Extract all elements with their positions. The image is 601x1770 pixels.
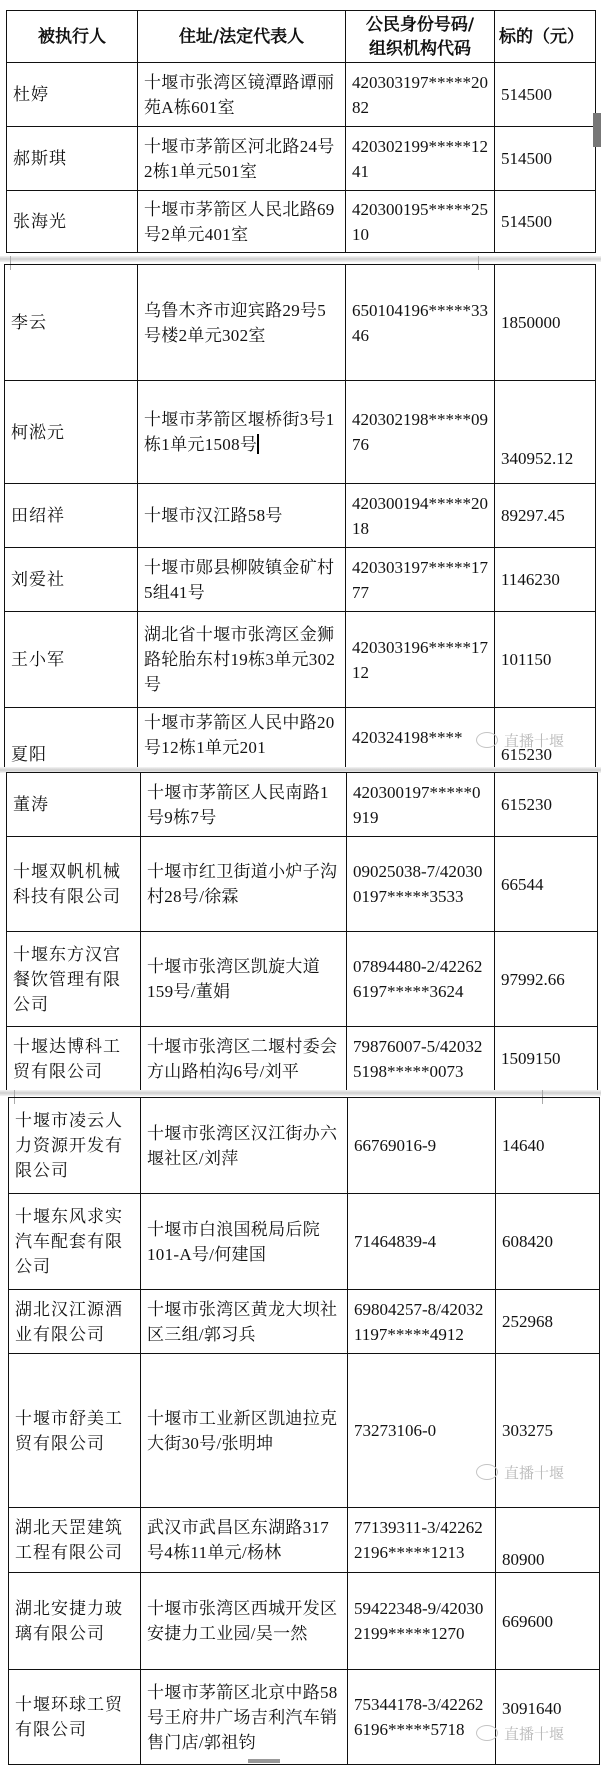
- cell-id: 09025038-7/420300197*****3533: [347, 837, 495, 932]
- cell-id: 77139311-3/422622196*****1213: [348, 1508, 496, 1573]
- header-amount: 标的（元）: [495, 11, 596, 63]
- cell-address: 十堰市张湾区西城开发区安捷力工业园/吴一然: [141, 1573, 348, 1670]
- table-row: [9, 1508, 600, 1573]
- cell-id: 07894480-2/422626197*****3624: [347, 932, 495, 1027]
- cell-id: 650104196*****3346: [346, 265, 495, 381]
- table-header-row: [7, 11, 596, 63]
- cell-amount: 1850000: [495, 265, 596, 381]
- table-row: [5, 548, 596, 612]
- cell-amount: 615230: [495, 773, 598, 837]
- cell-amount: 89297.45: [495, 484, 596, 548]
- cell-name: 十堰市舒美工贸有限公司: [9, 1354, 141, 1508]
- cell-address: 十堰市张湾区黄龙大坝社区三组/郭习兵: [141, 1290, 348, 1354]
- table-row: [7, 1027, 598, 1091]
- cell-amount: 514500: [495, 191, 596, 253]
- table-row: [5, 612, 596, 708]
- cell-name: 柯淞元: [5, 381, 138, 484]
- cell-amount: 340952.12: [495, 381, 596, 484]
- page-bottom-marker: [248, 1759, 280, 1763]
- table-row: [7, 837, 598, 932]
- cell-name: 十堰东方汉宫餐饮管理有限公司: [7, 932, 141, 1027]
- cell-amount: 14640: [496, 1098, 600, 1194]
- cell-name: 夏阳: [5, 708, 138, 768]
- cell-amount: 252968: [496, 1290, 600, 1354]
- cell-amount: 669600: [496, 1573, 600, 1670]
- cell-address: 十堰市茅箭区堰桥街3号1栋1单元1508号: [138, 381, 346, 484]
- cell-address: 十堰市张湾区镜潭路谭丽苑A栋601室: [138, 63, 346, 127]
- cell-id: 420300195*****2510: [346, 191, 495, 253]
- cell-id: 66769016-9: [348, 1098, 496, 1194]
- cell-name: 湖北天罡建筑工程有限公司: [9, 1508, 141, 1573]
- cell-amount: 66544: [495, 837, 598, 932]
- cell-amount: 514500: [495, 63, 596, 127]
- cell-name: 湖北安捷力玻璃有限公司: [9, 1573, 141, 1670]
- cell-name: 张海光: [7, 191, 138, 253]
- table-row: [7, 932, 598, 1027]
- cell-name: 田绍祥: [5, 484, 138, 548]
- page-break-divider: [0, 1090, 601, 1096]
- cell-id: 420303196*****1712: [346, 612, 495, 708]
- header-name: 被执行人: [7, 11, 138, 63]
- cell-address: 十堰市茅箭区河北路24号2栋1单元501室: [138, 127, 346, 191]
- cell-address: 十堰市茅箭区北京中路58号王府井广场吉利汽车销售门店/郭祖钧: [141, 1670, 348, 1765]
- header-id: 公民身份号码/ 组织机构代码: [346, 11, 495, 63]
- cell-name: 郝斯琪: [7, 127, 138, 191]
- cell-name: 十堰东风求实汽车配套有限公司: [9, 1194, 141, 1290]
- cell-id: 75344178-3/422626196*****5718: [348, 1670, 496, 1765]
- cell-amount: 303275: [496, 1354, 600, 1508]
- cell-id: 420302199*****1241: [346, 127, 495, 191]
- page-break-divider: [0, 256, 601, 262]
- cell-id: 420300197*****0919: [347, 773, 495, 837]
- table-row: [9, 1670, 600, 1765]
- table-row: [9, 1354, 600, 1508]
- cell-amount: 615230: [495, 708, 596, 768]
- cell-address: 十堰市工业新区凯迪拉克大街30号/张明坤: [141, 1354, 348, 1508]
- cell-amount: 608420: [496, 1194, 600, 1290]
- table-row: [9, 1194, 600, 1290]
- text-cursor: [257, 434, 259, 454]
- cell-id: 420303197*****2082: [346, 63, 495, 127]
- cell-amount: 101150: [495, 612, 596, 708]
- cell-name: 李云: [5, 265, 138, 381]
- judgment-debtor-table-part-1: [6, 10, 596, 253]
- watermark: 直播十堰: [476, 1462, 564, 1483]
- cell-address: 十堰市茅箭区人民北路69号2单元401室: [138, 191, 346, 253]
- cell-address: 武汉市武昌区东湖路317号4栋11单元/杨林: [141, 1508, 348, 1573]
- header-address: 住址/法定代表人: [138, 11, 346, 63]
- cell-id: 79876007-5/420325198*****0073: [347, 1027, 495, 1091]
- cell-amount: 80900: [496, 1508, 600, 1573]
- cell-address: 十堰市白浪国税局后院101-A号/何建国: [141, 1194, 348, 1290]
- page-edge-marker: [593, 113, 601, 147]
- table-row: [7, 127, 596, 191]
- table-row: [7, 773, 598, 837]
- cell-id: 420302198*****0976: [346, 381, 495, 484]
- cell-name: 十堰市凌云人力资源开发有限公司: [9, 1098, 141, 1194]
- cell-amount: 1146230: [495, 548, 596, 612]
- cell-address: 湖北省十堰市张湾区金狮路轮胎东村19栋3单元302号: [138, 612, 346, 708]
- judgment-debtor-table-part-3: [6, 772, 598, 1091]
- cell-amount: 3091640: [496, 1670, 600, 1765]
- cell-name: 十堰达博科工贸有限公司: [7, 1027, 141, 1091]
- watermark: 直播十堰: [476, 1723, 564, 1744]
- cell-address: 十堰市郧县柳陂镇金矿村5组41号: [138, 548, 346, 612]
- table-row: [7, 63, 596, 127]
- cell-id: 69804257-8/420321197*****4912: [348, 1290, 496, 1354]
- judgment-debtor-table-part-4: [8, 1097, 600, 1765]
- cell-id: 59422348-9/420302199*****1270: [348, 1573, 496, 1670]
- cell-id: 420324198****: [346, 708, 495, 768]
- table-row: [5, 484, 596, 548]
- cell-name: 十堰双帆机械科技有限公司: [7, 837, 141, 932]
- table-row: [9, 1098, 600, 1194]
- cell-address: 十堰市张湾区凯旋大道159号/董娟: [141, 932, 347, 1027]
- cell-amount: 97992.66: [495, 932, 598, 1027]
- cell-name: 湖北汉江源酒业有限公司: [9, 1290, 141, 1354]
- cell-address: 十堰市张湾区二堰村委会方山路柏沟6号/刘平: [141, 1027, 347, 1091]
- cell-address: 十堰市茅箭区人民南路1号9栋7号: [141, 773, 347, 837]
- cell-address: 十堰市汉江路58号: [138, 484, 346, 548]
- cell-name: 杜婷: [7, 63, 138, 127]
- cell-name: 董涛: [7, 773, 141, 837]
- judgment-debtor-table-part-2: [4, 264, 596, 768]
- table-row: [5, 381, 596, 484]
- cell-amount: 514500: [495, 127, 596, 191]
- cell-address: 十堰市张湾区汉江街办六堰社区/刘萍: [141, 1098, 348, 1194]
- watermark: 直播十堰: [476, 730, 564, 751]
- table-row: [9, 1573, 600, 1670]
- table-row: [5, 265, 596, 381]
- cell-id: 420303197*****1777: [346, 548, 495, 612]
- table-row: [7, 191, 596, 253]
- cell-address: 乌鲁木齐市迎宾路29号5号楼2单元302室: [138, 265, 346, 381]
- cell-id: 71464839-4: [348, 1194, 496, 1290]
- cell-id: 73273106-0: [348, 1354, 496, 1508]
- wechat-icon: [476, 1464, 498, 1480]
- cell-address: 十堰市茅箭区人民中路20号12栋1单元201: [138, 708, 346, 768]
- cell-name: 刘爱社: [5, 548, 138, 612]
- table-row: [9, 1290, 600, 1354]
- cell-name: 王小军: [5, 612, 138, 708]
- wechat-icon: [476, 732, 498, 748]
- wechat-icon: [476, 1725, 498, 1741]
- cell-address: 十堰市红卫街道小炉子沟村28号/徐霖: [141, 837, 347, 932]
- cell-id: 420300194*****2018: [346, 484, 495, 548]
- cell-name: 十堰环球工贸有限公司: [9, 1670, 141, 1765]
- cell-amount: 1509150: [495, 1027, 598, 1091]
